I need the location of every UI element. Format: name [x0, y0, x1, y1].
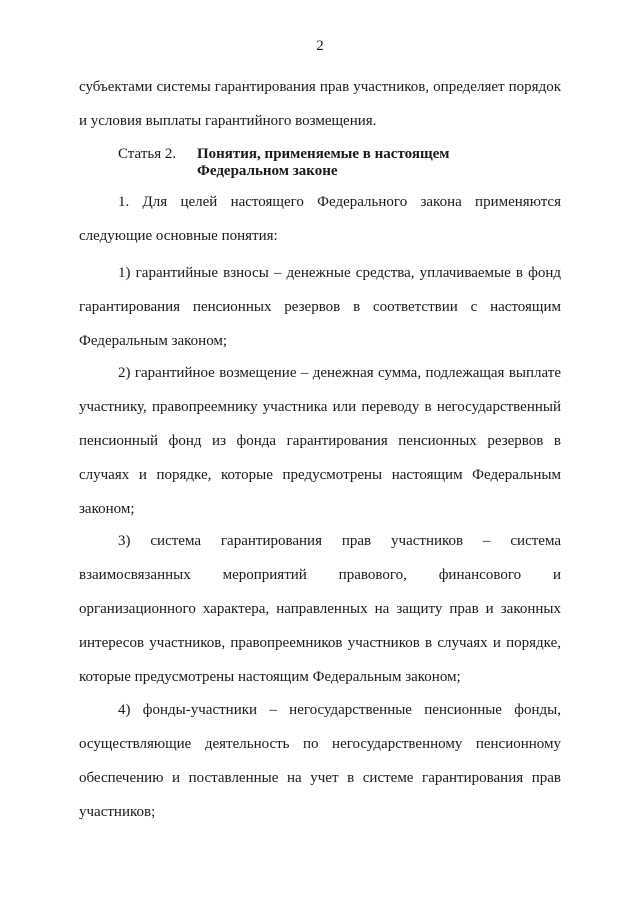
text-line: 4) фонды-участники – негосударственные пенсионные фонды, — [118, 702, 561, 718]
text-line: 1. Для целей настоящего Федерального закона применяются — [118, 194, 561, 210]
text-line: участнику, правопреемнику участника или переводу в негосударственный — [79, 399, 561, 415]
text-line: следующие основные понятия: — [79, 228, 278, 244]
definition-item-1 — [79, 256, 561, 358]
text-line: законом; — [79, 501, 135, 517]
text-line: пенсионный фонд из фонда гарантирования пенсионных резервов в — [79, 433, 561, 449]
article-title — [197, 146, 450, 180]
clause-1 — [79, 185, 561, 253]
text-line: и условия выплаты гарантийного возмещения. — [79, 113, 377, 129]
text-line: интересов участников, правопреемников участников в случаях и порядке, — [79, 635, 561, 651]
text-line: которые предусмотрены настоящим Федеральным законом; — [79, 669, 461, 685]
article-label: Статья 2. — [118, 146, 177, 162]
text-line: взаимосвязанных мероприятий правового, финансового и — [79, 567, 561, 583]
text-line: 2) гарантийное возмещение – денежная сумма, подлежащая выплате — [118, 365, 561, 381]
text-line: обеспечению и поставленные на учет в системе гарантирования прав — [79, 770, 561, 786]
page-number: 2 — [316, 38, 324, 54]
text-line: 1) гарантийные взносы – денежные средства, уплачиваемые в фонд — [118, 265, 561, 281]
text-line: случаях и порядке, которые предусмотрены настоящим Федеральным — [79, 467, 561, 483]
text-line: организационного характера, направленных на защиту прав и законных — [79, 601, 561, 617]
article-title-line: Понятия, применяемые в настоящем — [197, 146, 450, 162]
definition-item-4 — [79, 693, 561, 829]
article-title-line: Федеральном законе — [197, 163, 338, 179]
text-line: участников; — [79, 804, 156, 820]
definition-item-2 — [79, 356, 561, 526]
intro-paragraph — [79, 70, 561, 138]
definition-item-3 — [79, 524, 561, 694]
text-line: субъектами системы гарантирования прав участников, определяет порядок — [79, 79, 561, 95]
text-line: Федеральным законом; — [79, 333, 228, 349]
text-line: осуществляющие деятельность по негосударственному пенсионному — [79, 736, 561, 752]
text-line: гарантирования пенсионных резервов в соответствии с настоящим — [79, 299, 561, 315]
text-line: 3) система гарантирования прав участников – система — [118, 533, 561, 549]
